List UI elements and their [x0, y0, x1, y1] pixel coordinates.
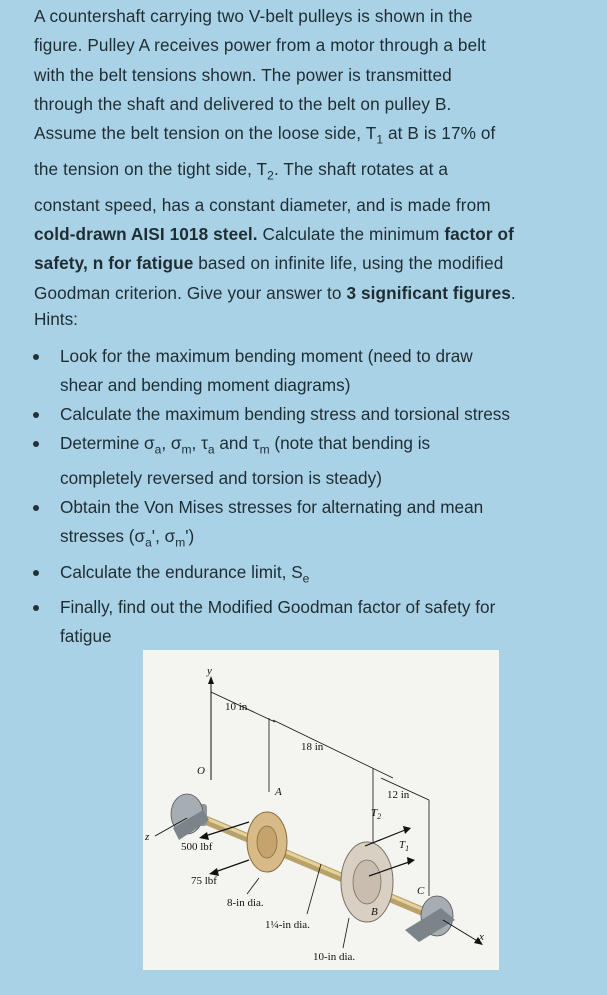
dim-10in-label: 10 in — [225, 701, 248, 713]
t2-label — [371, 807, 381, 821]
t2-arrowhead — [403, 826, 411, 834]
t2-text: T — [371, 807, 378, 819]
problem-line: through the shaft and delivered to the belt on pulley B. — [34, 93, 452, 114]
dim-line-18in — [273, 720, 393, 778]
dia-10-label: 10-in dia. — [313, 951, 356, 963]
text: Calculate the endurance limit, S — [60, 561, 303, 582]
text: . — [510, 282, 516, 303]
force-500-arrowhead — [199, 832, 209, 840]
hint-text: completely reversed and torsion is steady) — [60, 468, 382, 489]
text: , σ — [161, 433, 182, 453]
list-item — [0, 400, 600, 429]
problem-line: figure. Pulley A receives power from a motor through a belt — [34, 35, 487, 56]
text: Assume the belt tension on the loose side, T — [34, 123, 377, 144]
z-axis-label: z — [145, 831, 150, 843]
text: and τ — [214, 433, 260, 453]
x-axis-label: x — [479, 931, 484, 943]
text: , τ — [191, 433, 208, 453]
bullet-icon — [33, 570, 39, 576]
problem-line — [34, 155, 594, 191]
force-75-arrow — [215, 860, 249, 872]
subscript: 1 — [376, 132, 384, 147]
problem-line — [34, 119, 594, 155]
hint-text — [60, 558, 600, 593]
hint-text — [60, 429, 600, 464]
bearing-c-label: C — [417, 885, 425, 897]
dia-10-leader — [343, 918, 349, 948]
text: . The shaft rotates at a — [273, 158, 449, 179]
subscript: a — [145, 535, 152, 550]
t1-label — [399, 839, 409, 853]
hints-title: Hints: — [34, 309, 78, 329]
subscript: a — [207, 442, 215, 457]
hint-text: Finally, find out the Modified Goodman factor of safety for — [60, 597, 496, 618]
pulley-a-label: A — [275, 786, 282, 798]
t1-sub: 1 — [405, 844, 410, 853]
text: Calculate the minimum — [257, 223, 445, 244]
text: ') — [185, 526, 195, 547]
problem-line: with the belt tensions shown. The power is transmitted — [34, 64, 452, 85]
list-item — [0, 593, 600, 651]
dim-18in-label: 18 in — [301, 741, 324, 753]
origin-label: O — [197, 765, 205, 777]
problem-line — [34, 249, 594, 278]
dia-8-leader — [247, 878, 259, 894]
problem-line — [34, 220, 594, 249]
hint-text: shear and bending moment diagrams) — [60, 375, 351, 395]
subscript: a — [154, 442, 162, 457]
text: the tension on the tight side, T — [34, 158, 268, 179]
dia-8-label: 8-in dia. — [227, 897, 264, 909]
text: Determine σ — [60, 433, 155, 453]
bold-text: 3 significant figures — [346, 282, 511, 303]
bullet-icon — [33, 441, 39, 447]
text: ', σ — [151, 526, 176, 547]
hints-list — [0, 342, 600, 651]
problem-line: constant speed, has a constant diameter, and is made from — [34, 194, 491, 215]
text: stresses (σ — [60, 526, 146, 547]
y-axis-label: y — [207, 665, 212, 677]
hint-text — [60, 522, 600, 557]
subscript: m — [259, 442, 270, 457]
bold-text: factor of — [444, 223, 514, 244]
list-item — [0, 558, 600, 593]
t2-sub: 2 — [377, 812, 382, 821]
problem-line: A countershaft carrying two V-belt pulleys is shown in the — [34, 6, 473, 26]
dim-12in-label: 12 in — [387, 789, 410, 801]
subscript: m — [181, 442, 192, 457]
subscript: m — [175, 535, 186, 550]
bold-text: cold-drawn AISI 1018 steel. — [34, 223, 258, 244]
hint-text: fatigue — [60, 626, 112, 647]
subscript: e — [302, 571, 310, 586]
list-item — [0, 493, 600, 557]
x-axis-line — [443, 920, 479, 942]
problem-statement — [34, 2, 594, 308]
bullet-icon — [33, 354, 39, 360]
pulley-b-hub — [353, 860, 381, 904]
list-item — [0, 429, 600, 493]
force-75-label: 75 lbf — [191, 875, 217, 887]
t1-text: T — [399, 839, 406, 851]
dia-shaft-label: 1¼-in dia. — [265, 919, 310, 931]
hint-text: Calculate the maximum bending stress and torsional stress — [60, 404, 510, 424]
subscript: 2 — [267, 168, 274, 183]
countershaft-diagram — [143, 650, 499, 970]
hint-text: Obtain the Von Mises stresses for alternating and mean — [60, 497, 484, 518]
countershaft-figure — [143, 650, 499, 970]
t1-arrowhead — [407, 857, 415, 865]
dia-shaft-leader — [307, 864, 321, 914]
pulley-a-hub — [257, 826, 277, 858]
force-500-label: 500 lbf — [181, 841, 213, 853]
text: based on infinite life, using the modified — [193, 253, 504, 274]
list-item — [0, 342, 600, 400]
text: Goodman criterion. Give your answer to — [34, 282, 347, 303]
bold-text: safety, n for fatigue — [34, 253, 194, 274]
hint-text: Look for the maximum bending moment (need to draw — [60, 346, 473, 366]
pulley-b-label: B — [371, 906, 378, 918]
bullet-icon — [33, 505, 39, 511]
bullet-icon — [33, 412, 39, 418]
problem-line — [34, 279, 594, 308]
text: (note that bending is — [269, 433, 431, 453]
bullet-icon — [33, 605, 39, 611]
y-axis-arrow — [208, 676, 214, 684]
text: at B is 17% of — [383, 123, 496, 144]
